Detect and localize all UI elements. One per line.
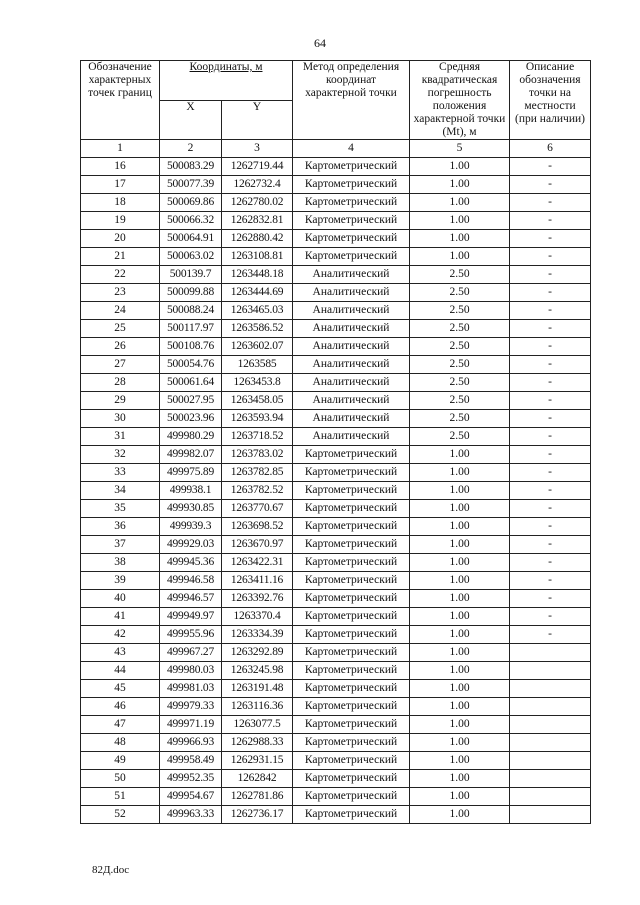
x-coordinate-cell: 500077.39 xyxy=(160,176,222,194)
table-row xyxy=(81,662,591,680)
y-coordinate-cell: 1263593.94 xyxy=(222,410,293,428)
error-cell: 1.00 xyxy=(410,482,510,500)
method-cell: Картометрический xyxy=(293,788,410,806)
description-cell: - xyxy=(510,302,591,320)
point-id-cell: 35 xyxy=(81,500,160,518)
table-row xyxy=(81,536,591,554)
error-cell: 1.00 xyxy=(410,698,510,716)
error-cell: 1.00 xyxy=(410,608,510,626)
y-coordinate-cell: 1263334.39 xyxy=(222,626,293,644)
description-cell: - xyxy=(510,590,591,608)
table-row xyxy=(81,248,591,266)
method-cell: Аналитический xyxy=(293,302,410,320)
y-coordinate-cell: 1263292.89 xyxy=(222,644,293,662)
x-coordinate-cell: 499946.58 xyxy=(160,572,222,590)
y-coordinate-cell: 1263670.97 xyxy=(222,536,293,554)
x-coordinate-cell: 499979.33 xyxy=(160,698,222,716)
table-row xyxy=(81,734,591,752)
description-cell xyxy=(510,752,591,770)
x-coordinate-cell: 499963.33 xyxy=(160,806,222,824)
method-cell: Картометрический xyxy=(293,590,410,608)
method-cell: Картометрический xyxy=(293,248,410,266)
error-cell: 1.00 xyxy=(410,554,510,572)
point-id-cell: 31 xyxy=(81,428,160,446)
point-id-cell: 21 xyxy=(81,248,160,266)
table-row xyxy=(81,230,591,248)
y-coordinate-cell: 1263458.05 xyxy=(222,392,293,410)
description-cell xyxy=(510,680,591,698)
table-row xyxy=(81,716,591,734)
error-cell: 2.50 xyxy=(410,392,510,410)
description-cell: - xyxy=(510,356,591,374)
point-id-cell: 26 xyxy=(81,338,160,356)
y-coordinate-cell: 1263108.81 xyxy=(222,248,293,266)
point-id-cell: 18 xyxy=(81,194,160,212)
error-cell: 1.00 xyxy=(410,752,510,770)
table-row xyxy=(81,446,591,464)
error-cell: 1.00 xyxy=(410,572,510,590)
point-id-cell: 37 xyxy=(81,536,160,554)
method-cell: Картометрический xyxy=(293,518,410,536)
y-coordinate-cell: 1263782.85 xyxy=(222,464,293,482)
y-coordinate-cell: 1263453.8 xyxy=(222,374,293,392)
description-cell: - xyxy=(510,230,591,248)
table-row xyxy=(81,212,591,230)
header-x: X xyxy=(160,100,222,140)
method-cell: Аналитический xyxy=(293,338,410,356)
point-id-cell: 32 xyxy=(81,446,160,464)
table-row xyxy=(81,284,591,302)
x-coordinate-cell: 499949.97 xyxy=(160,608,222,626)
method-cell: Картометрический xyxy=(293,212,410,230)
x-coordinate-cell: 500061.64 xyxy=(160,374,222,392)
y-coordinate-cell: 1262880.42 xyxy=(222,230,293,248)
point-id-cell: 45 xyxy=(81,680,160,698)
description-cell: - xyxy=(510,446,591,464)
method-cell: Картометрический xyxy=(293,608,410,626)
error-cell: 1.00 xyxy=(410,194,510,212)
column-numbers-row xyxy=(81,140,591,158)
method-cell: Картометрический xyxy=(293,626,410,644)
x-coordinate-cell: 499967.27 xyxy=(160,644,222,662)
method-cell: Аналитический xyxy=(293,284,410,302)
table-row xyxy=(81,644,591,662)
x-coordinate-cell: 499980.03 xyxy=(160,662,222,680)
error-cell: 1.00 xyxy=(410,770,510,788)
header-y: Y xyxy=(222,100,293,140)
table-row xyxy=(81,698,591,716)
y-coordinate-cell: 1263422.31 xyxy=(222,554,293,572)
method-cell: Аналитический xyxy=(293,410,410,428)
method-cell: Картометрический xyxy=(293,554,410,572)
method-cell: Картометрический xyxy=(293,482,410,500)
x-coordinate-cell: 499929.03 xyxy=(160,536,222,554)
description-cell xyxy=(510,770,591,788)
error-cell: 2.50 xyxy=(410,266,510,284)
x-coordinate-cell: 499945.36 xyxy=(160,554,222,572)
error-cell: 2.50 xyxy=(410,410,510,428)
x-coordinate-cell: 500088.24 xyxy=(160,302,222,320)
error-cell: 1.00 xyxy=(410,626,510,644)
method-cell: Аналитический xyxy=(293,266,410,284)
table-row xyxy=(81,608,591,626)
method-cell: Картометрический xyxy=(293,158,410,176)
y-coordinate-cell: 1263077.5 xyxy=(222,716,293,734)
y-coordinate-cell: 1262780.02 xyxy=(222,194,293,212)
point-id-cell: 40 xyxy=(81,590,160,608)
table-row xyxy=(81,626,591,644)
error-cell: 1.00 xyxy=(410,446,510,464)
description-cell: - xyxy=(510,320,591,338)
description-cell: - xyxy=(510,626,591,644)
point-id-cell: 44 xyxy=(81,662,160,680)
point-id-cell: 24 xyxy=(81,302,160,320)
y-coordinate-cell: 1263586.52 xyxy=(222,320,293,338)
x-coordinate-cell: 499982.07 xyxy=(160,446,222,464)
column-number: 2 xyxy=(160,140,222,158)
description-cell: - xyxy=(510,176,591,194)
description-cell: - xyxy=(510,500,591,518)
page-number: 64 xyxy=(314,36,326,50)
table-body xyxy=(81,140,591,824)
method-cell: Картометрический xyxy=(293,230,410,248)
y-coordinate-cell: 1263782.52 xyxy=(222,482,293,500)
y-coordinate-cell: 1263191.48 xyxy=(222,680,293,698)
x-coordinate-cell: 500139.7 xyxy=(160,266,222,284)
description-cell: - xyxy=(510,464,591,482)
description-cell: - xyxy=(510,392,591,410)
x-coordinate-cell: 499966.93 xyxy=(160,734,222,752)
table-row xyxy=(81,194,591,212)
table-row xyxy=(81,410,591,428)
y-coordinate-cell: 1263116.36 xyxy=(222,698,293,716)
y-coordinate-cell: 1263465.03 xyxy=(222,302,293,320)
point-id-cell: 36 xyxy=(81,518,160,536)
point-id-cell: 27 xyxy=(81,356,160,374)
x-coordinate-cell: 499952.35 xyxy=(160,770,222,788)
x-coordinate-cell: 500099.88 xyxy=(160,284,222,302)
point-id-cell: 34 xyxy=(81,482,160,500)
description-cell: - xyxy=(510,266,591,284)
column-number: 3 xyxy=(222,140,293,158)
error-cell: 1.00 xyxy=(410,518,510,536)
y-coordinate-cell: 1263411.16 xyxy=(222,572,293,590)
table-row xyxy=(81,374,591,392)
method-cell: Картометрический xyxy=(293,680,410,698)
header-coordinates-label: Координаты, м xyxy=(189,61,263,73)
y-coordinate-cell: 1263783.02 xyxy=(222,446,293,464)
y-coordinate-cell: 1262988.33 xyxy=(222,734,293,752)
method-cell: Картометрический xyxy=(293,176,410,194)
x-coordinate-cell: 500064.91 xyxy=(160,230,222,248)
table-row xyxy=(81,518,591,536)
error-cell: 1.00 xyxy=(410,500,510,518)
error-cell: 2.50 xyxy=(410,302,510,320)
x-coordinate-cell: 499975.89 xyxy=(160,464,222,482)
y-coordinate-cell: 1263602.07 xyxy=(222,338,293,356)
x-coordinate-cell: 499938.1 xyxy=(160,482,222,500)
method-cell: Аналитический xyxy=(293,356,410,374)
method-cell: Картометрический xyxy=(293,662,410,680)
error-cell: 1.00 xyxy=(410,158,510,176)
point-id-cell: 19 xyxy=(81,212,160,230)
description-cell: - xyxy=(510,608,591,626)
point-id-cell: 20 xyxy=(81,230,160,248)
error-cell: 2.50 xyxy=(410,338,510,356)
y-coordinate-cell: 1262842 xyxy=(222,770,293,788)
table-row xyxy=(81,788,591,806)
point-id-cell: 29 xyxy=(81,392,160,410)
point-id-cell: 25 xyxy=(81,320,160,338)
y-coordinate-cell: 1262832.81 xyxy=(222,212,293,230)
y-coordinate-cell: 1263585 xyxy=(222,356,293,374)
point-id-cell: 28 xyxy=(81,374,160,392)
description-cell: - xyxy=(510,374,591,392)
description-cell xyxy=(510,734,591,752)
x-coordinate-cell: 499981.03 xyxy=(160,680,222,698)
table-row xyxy=(81,302,591,320)
point-id-cell: 47 xyxy=(81,716,160,734)
method-cell: Картометрический xyxy=(293,734,410,752)
table-row xyxy=(81,158,591,176)
method-cell: Аналитический xyxy=(293,392,410,410)
point-id-cell: 23 xyxy=(81,284,160,302)
x-coordinate-cell: 500023.96 xyxy=(160,410,222,428)
method-cell: Картометрический xyxy=(293,500,410,518)
table-row xyxy=(81,392,591,410)
table-row xyxy=(81,680,591,698)
y-coordinate-cell: 1262781.86 xyxy=(222,788,293,806)
description-cell: - xyxy=(510,158,591,176)
error-cell: 1.00 xyxy=(410,248,510,266)
error-cell: 1.00 xyxy=(410,212,510,230)
y-coordinate-cell: 1263770.67 xyxy=(222,500,293,518)
table-row xyxy=(81,806,591,824)
x-coordinate-cell: 499930.85 xyxy=(160,500,222,518)
description-cell xyxy=(510,698,591,716)
error-cell: 1.00 xyxy=(410,176,510,194)
header-description: Описание обозначения точки на местности (при наличии) xyxy=(510,61,591,140)
point-id-cell: 46 xyxy=(81,698,160,716)
x-coordinate-cell: 500066.32 xyxy=(160,212,222,230)
x-coordinate-cell: 500069.86 xyxy=(160,194,222,212)
description-cell: - xyxy=(510,248,591,266)
error-cell: 1.00 xyxy=(410,230,510,248)
table-row xyxy=(81,266,591,284)
y-coordinate-cell: 1262732.4 xyxy=(222,176,293,194)
description-cell: - xyxy=(510,284,591,302)
y-coordinate-cell: 1263245.98 xyxy=(222,662,293,680)
x-coordinate-cell: 499954.67 xyxy=(160,788,222,806)
point-id-cell: 39 xyxy=(81,572,160,590)
error-cell: 1.00 xyxy=(410,806,510,824)
description-cell xyxy=(510,716,591,734)
method-cell: Картометрический xyxy=(293,752,410,770)
error-cell: 1.00 xyxy=(410,788,510,806)
point-id-cell: 49 xyxy=(81,752,160,770)
point-id-cell: 33 xyxy=(81,464,160,482)
method-cell: Картометрический xyxy=(293,698,410,716)
x-coordinate-cell: 500027.95 xyxy=(160,392,222,410)
description-cell xyxy=(510,644,591,662)
description-cell: - xyxy=(510,194,591,212)
point-id-cell: 22 xyxy=(81,266,160,284)
description-cell: - xyxy=(510,428,591,446)
table-row xyxy=(81,554,591,572)
description-cell xyxy=(510,788,591,806)
error-cell: 1.00 xyxy=(410,644,510,662)
point-id-cell: 17 xyxy=(81,176,160,194)
column-number: 1 xyxy=(81,140,160,158)
method-cell: Аналитический xyxy=(293,374,410,392)
table-row xyxy=(81,176,591,194)
error-cell: 2.50 xyxy=(410,284,510,302)
description-cell: - xyxy=(510,518,591,536)
column-number: 4 xyxy=(293,140,410,158)
column-number: 6 xyxy=(510,140,591,158)
y-coordinate-cell: 1262931.15 xyxy=(222,752,293,770)
column-number: 5 xyxy=(410,140,510,158)
point-id-cell: 30 xyxy=(81,410,160,428)
error-cell: 1.00 xyxy=(410,464,510,482)
method-cell: Картометрический xyxy=(293,464,410,482)
y-coordinate-cell: 1262719.44 xyxy=(222,158,293,176)
x-coordinate-cell: 499955.96 xyxy=(160,626,222,644)
description-cell: - xyxy=(510,536,591,554)
x-coordinate-cell: 499980.29 xyxy=(160,428,222,446)
table-row xyxy=(81,590,591,608)
method-cell: Аналитический xyxy=(293,320,410,338)
table-row xyxy=(81,356,591,374)
method-cell: Картометрический xyxy=(293,446,410,464)
x-coordinate-cell: 499958.49 xyxy=(160,752,222,770)
table-row xyxy=(81,770,591,788)
x-coordinate-cell: 499939.3 xyxy=(160,518,222,536)
table-row xyxy=(81,428,591,446)
method-cell: Картометрический xyxy=(293,770,410,788)
header-error: Средняя квадратическая погрешность положения характерной точки (Mt), м xyxy=(410,61,510,140)
description-cell: - xyxy=(510,212,591,230)
y-coordinate-cell: 1263370.4 xyxy=(222,608,293,626)
error-cell: 1.00 xyxy=(410,590,510,608)
y-coordinate-cell: 1263448.18 xyxy=(222,266,293,284)
method-cell: Картометрический xyxy=(293,572,410,590)
table-row xyxy=(81,500,591,518)
point-id-cell: 16 xyxy=(81,158,160,176)
header-coordinates xyxy=(160,61,293,101)
y-coordinate-cell: 1263698.52 xyxy=(222,518,293,536)
footer-filename: 82Д.doc xyxy=(92,864,130,876)
x-coordinate-cell: 499946.57 xyxy=(160,590,222,608)
description-cell: - xyxy=(510,482,591,500)
x-coordinate-cell: 499971.19 xyxy=(160,716,222,734)
description-cell xyxy=(510,662,591,680)
point-id-cell: 42 xyxy=(81,626,160,644)
description-cell: - xyxy=(510,410,591,428)
point-id-cell: 48 xyxy=(81,734,160,752)
error-cell: 2.50 xyxy=(410,374,510,392)
error-cell: 2.50 xyxy=(410,320,510,338)
point-id-cell: 43 xyxy=(81,644,160,662)
x-coordinate-cell: 500117.97 xyxy=(160,320,222,338)
error-cell: 1.00 xyxy=(410,662,510,680)
table-row xyxy=(81,572,591,590)
description-cell xyxy=(510,806,591,824)
y-coordinate-cell: 1262736.17 xyxy=(222,806,293,824)
method-cell: Картометрический xyxy=(293,644,410,662)
description-cell: - xyxy=(510,572,591,590)
x-coordinate-cell: 500083.29 xyxy=(160,158,222,176)
error-cell: 2.50 xyxy=(410,356,510,374)
point-id-cell: 52 xyxy=(81,806,160,824)
error-cell: 1.00 xyxy=(410,680,510,698)
error-cell: 1.00 xyxy=(410,734,510,752)
table-row xyxy=(81,320,591,338)
header-designation: Обозначение характерных точек границ xyxy=(81,61,160,140)
method-cell: Картометрический xyxy=(293,536,410,554)
table-row xyxy=(81,752,591,770)
table-row xyxy=(81,464,591,482)
table-row xyxy=(81,338,591,356)
point-id-cell: 50 xyxy=(81,770,160,788)
method-cell: Картометрический xyxy=(293,194,410,212)
y-coordinate-cell: 1263392.76 xyxy=(222,590,293,608)
description-cell: - xyxy=(510,338,591,356)
x-coordinate-cell: 500108.76 xyxy=(160,338,222,356)
point-id-cell: 41 xyxy=(81,608,160,626)
x-coordinate-cell: 500063.02 xyxy=(160,248,222,266)
method-cell: Картометрический xyxy=(293,806,410,824)
error-cell: 2.50 xyxy=(410,428,510,446)
y-coordinate-cell: 1263718.52 xyxy=(222,428,293,446)
error-cell: 1.00 xyxy=(410,536,510,554)
x-coordinate-cell: 500054.76 xyxy=(160,356,222,374)
header-method: Метод определения координат характерной точки xyxy=(293,61,410,140)
point-id-cell: 38 xyxy=(81,554,160,572)
method-cell: Аналитический xyxy=(293,428,410,446)
description-cell: - xyxy=(510,554,591,572)
point-id-cell: 51 xyxy=(81,788,160,806)
method-cell: Картометрический xyxy=(293,716,410,734)
table-row xyxy=(81,482,591,500)
coordinates-table xyxy=(80,60,591,824)
error-cell: 1.00 xyxy=(410,716,510,734)
y-coordinate-cell: 1263444.69 xyxy=(222,284,293,302)
